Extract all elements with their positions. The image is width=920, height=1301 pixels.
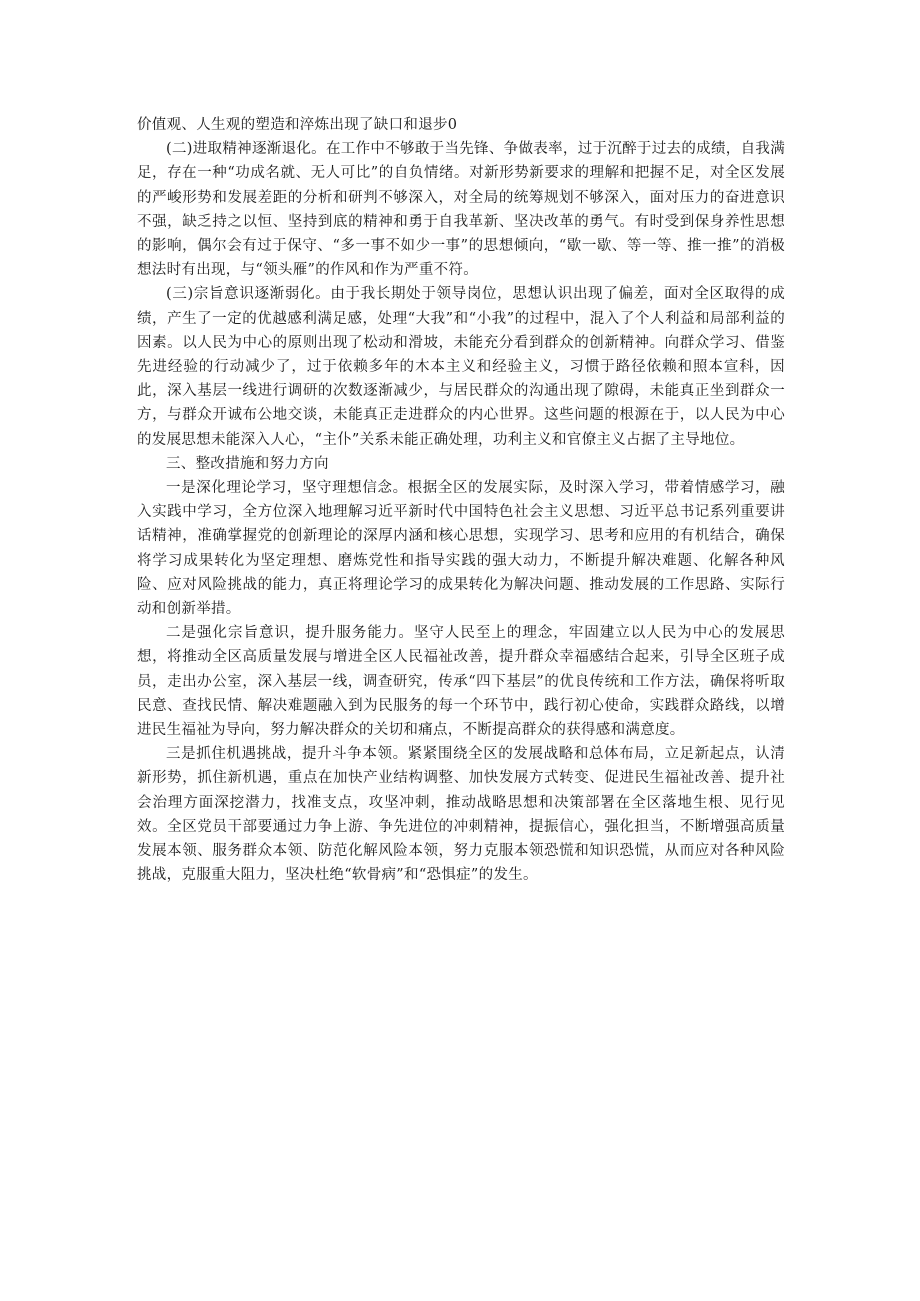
paragraph-continuation: 价值观、人生观的塑造和淬炼出现了缺口和退步0 [137,117,458,133]
paragraph-service-ability: 二是强化宗旨意识，提升服务能力。坚守人民至上的理念，牢固建立以人民为中心的发展思想，将推动全区高质量发展与增进全区人民福祉改善，提升群众幸福感结合起来，引导全区班子成员，走出办公室，深入基层一线，调查研究，传承“四下基层”的优良传统和工作方法，确保将听取民意、查找民情、解决难题融入到为民服务的每一个环节中，践行初心使命，实践群众路线，以增进民生福祉为导向，努力解决群众的关切和痛点，不断提高群众的获得感和满意度。 [137,625,785,739]
section-heading-rectification: 三、整改措施和努力方向 [166,455,329,472]
paragraph-purpose-awareness: (三)宗旨意识逐渐弱化。由于我长期处于领导岗位，思想认识出现了偏差，面对全区取得的成绩，产生了一定的优越感利满足感，处理“大我”和“小我”的过程中，混入了个人利益和局部利益的因素。以人民为中心的原则出现了松动和滑坡，未能充分看到群众的创新精神。向群众学习、借鉴先进经验的行动减少了，过于依赖多年的木本主义和经验主义，习惯于路径依赖和照本宣科，因此，深入基层一线进行调研的次数逐渐减少，与居民群众的沟通出现了隙碍，未能真正坐到群众一方，与群众开诚布公地交谈，未能真正走进群众的内心世界。这些问题的根源在于，以人民为中心的发展思想未能深入人心，“主仆”关系未能正确处理，功利主义和官僚主义占据了主导地位。 [137,286,785,448]
paragraph-struggle-skills: 三是抓住机遇挑战，提升斗争本领。紧紧围绕全区的发展战略和总体布局，立足新起点，认清新形势，抓住新机遇，重点在加快产业结构调整、加快发展方式转变、促进民生福祉改善、提升社会治理方面深挖潜力，找准支点，攻坚冲刺，推动战略思想和决策部署在全区落地生根、见行见效。全区党员干部要通过力争上游、争先进位的冲刺精神，提振信心，强化担当，不断增强高质量发展本领、服务群众本领、防范化解风险本领，努力克服本领恐慌和知识恐慌，从而应对各种风险挑战，克服重大阻力，坚决杜绝“软骨病”和“恐惧症”的发生。 [137,746,785,884]
paragraph-progressive-spirit: (二)进取精神逐渐退化。在工作中不够敢于当先锋、争做表率，过于沉醉于过去的成绩，自我满足，存在一种“功成名就、无人可比”的自负情绪。对新形势新要求的理解和把握不足，对全区发展的严峻形势和发展差距的分析和研判不够深入，对全局的统筹规划不够深入，面对压力的奋进意识不强，缺乏持之以恒、坚持到底的精神和勇于自我革新、坚决改革的勇气。有时受到保身养性思想的影响，偶尔会有过于保守、“多一事不如少一事”的思想倾向，“歇一歇、等一等、推一推”的消极想法时有出现，与“领头雁”的作风和作为严重不符。 [137,141,785,279]
paragraph-theory-study: 一是深化理论学习，坚守理想信念。根据全区的发展实际，及时深入学习，带着情感学习，融入实践中学习，全方位深入地理解习近平新时代中国特色社会主义思想、习近平总书记系列重要讲话精神，准确掌握党的创新理论的深厚内涵和核心思想，实现学习、思考和应用的有机结合，确保将学习成果转化为坚定理想、磨炼党性和指导实践的强大动力，不断提升解决难题、化解各种风险、应对风险挑战的能力，真正将理论学习的成果转化为解决问题、推动发展的工作思路、实际行动和创新举措。 [137,480,785,618]
document-page [137,113,785,888]
